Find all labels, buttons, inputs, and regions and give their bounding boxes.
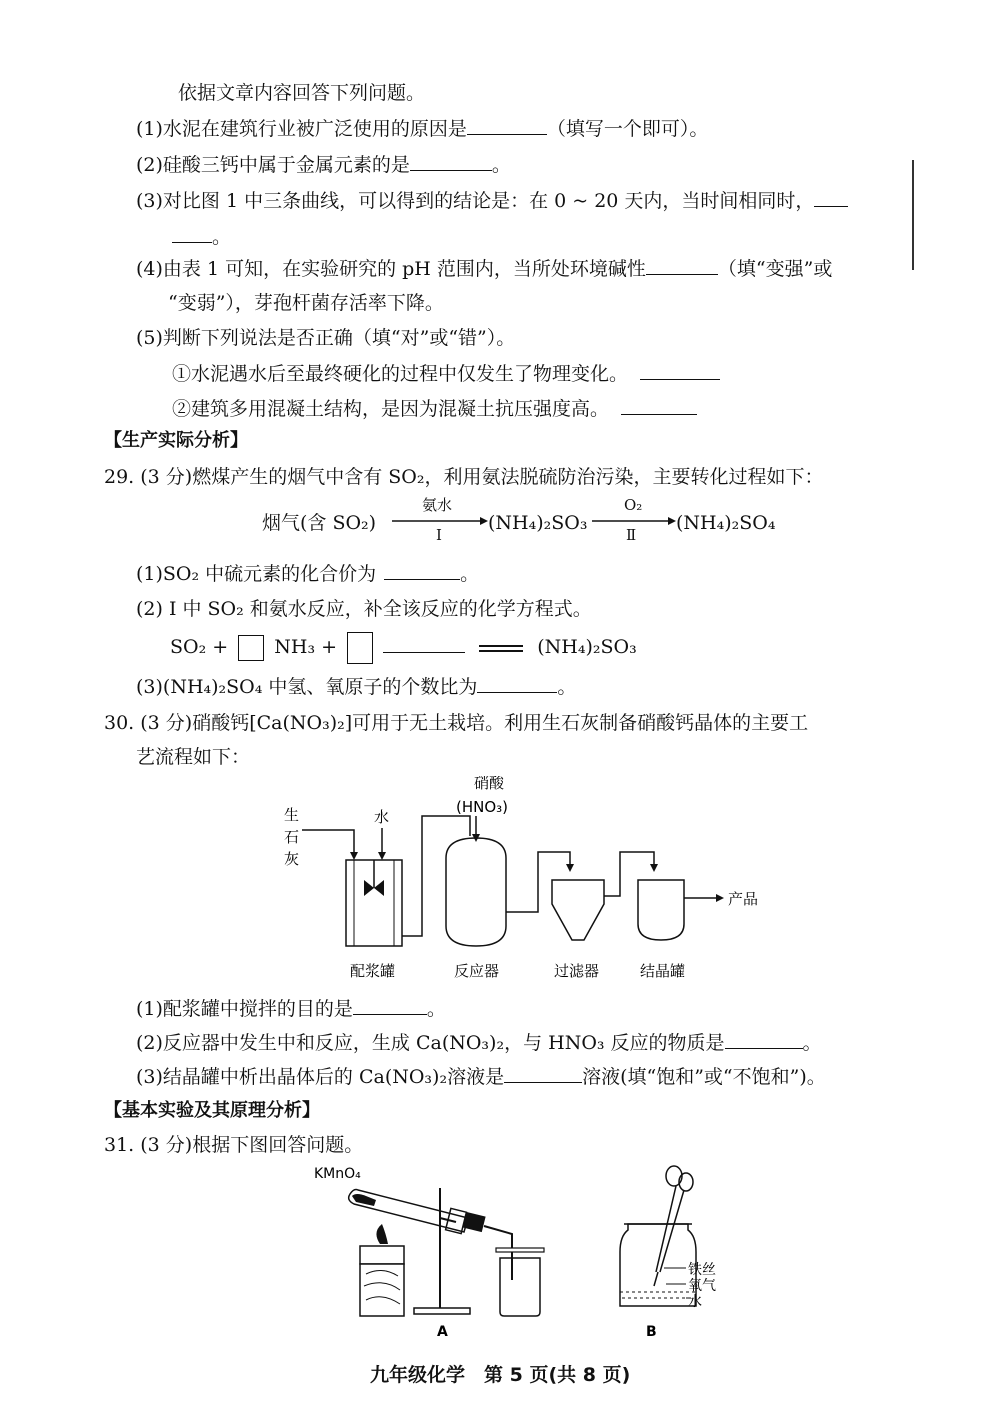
crystallizer-vessel [638, 880, 684, 940]
flow-end: (NH₄)₂SO₄ [676, 512, 776, 534]
flow-step2-label: Ⅱ [626, 526, 637, 544]
answer-blank[interactable] [725, 1030, 803, 1049]
label-lime-1: 生 [284, 806, 300, 824]
flow-step2-reagent: O₂ [624, 496, 643, 514]
reactor-vessel [446, 838, 506, 946]
answer-blank[interactable] [646, 256, 718, 275]
answer-blank[interactable] [504, 1064, 582, 1083]
q28-part1 [136, 116, 708, 142]
q30-stem-cont: 艺流程如下： [136, 746, 251, 768]
flow-step1-reagent: 氨水 [422, 496, 453, 514]
q30-part3 [136, 1064, 826, 1090]
flow-start: 烟气(含 SO₂) [262, 512, 377, 534]
flow-mid: (NH₄)₂SO₃ [488, 512, 588, 534]
label-b: B [646, 1324, 657, 1340]
q29-p1-text: (1)SO₂ 中硫元素的化合价为 [136, 563, 377, 585]
answer-blank[interactable] [384, 561, 460, 580]
label-water-b: 水 [688, 1294, 702, 1310]
equation-so2: SO₂ + [170, 636, 229, 658]
answer-blank[interactable] [814, 188, 848, 207]
process-flow-diagram [270, 776, 770, 982]
answer-blank[interactable] [353, 996, 427, 1015]
answer-blank[interactable] [467, 116, 547, 135]
q29-part1 [136, 561, 479, 587]
label-tank2: 反应器 [454, 962, 500, 980]
label-tank3: 过滤器 [554, 962, 600, 980]
label-tank1: 配浆罐 [350, 962, 396, 980]
q30-p3-text: (3)结晶罐中析出晶体后的 Ca(NO₃)₂溶液是 [136, 1066, 505, 1088]
q28-part4-cont: “变弱”），芽孢杆菌存活率下降。 [168, 292, 444, 314]
q28-part4 [136, 256, 832, 282]
q28-part5-a [172, 361, 720, 387]
q28-part5: (5)判断下列说法是否正确（填“对”或“错”）。 [136, 327, 516, 349]
q30-p2-tail: 。 [802, 1032, 822, 1054]
q31-stem: 31. (3 分)根据下图回答问题。 [104, 1134, 364, 1156]
q30-p2-text: (2)反应器中发生中和反应，生成 Ca(NO₃)₂，与 HNO₃ 反应的物质是 [136, 1032, 725, 1054]
coefficient-box[interactable] [238, 635, 264, 661]
iron-wire [654, 1272, 658, 1286]
label-kmno4: KMnO₄ [314, 1166, 361, 1182]
q30-p1-tail: 。 [426, 998, 446, 1020]
label-tank4: 结晶罐 [640, 962, 686, 980]
crucible-tongs [656, 1166, 693, 1272]
section-heading-production: 【生产实际分析】 [104, 430, 248, 451]
q28-p4-tail: （填“变强”或 [717, 258, 833, 280]
q29-part2: (2) Ⅰ 中 SO₂ 和氨水反应，补全该反应的化学方程式。 [136, 598, 592, 620]
flow-step1-label: Ⅰ [436, 526, 442, 544]
q29-flow [262, 496, 782, 548]
answer-blank[interactable] [172, 224, 212, 243]
formula-box[interactable] [347, 632, 373, 664]
equation-nh3: NH₃ + [274, 636, 338, 658]
gas-collection-bottle [496, 1248, 544, 1316]
page-footer: 九年级化学 第 5 页(共 8 页) [370, 1364, 631, 1386]
apparatus-b [600, 1162, 760, 1342]
label-oxygen: 氧气 [688, 1278, 716, 1294]
label-lime-3: 灰 [284, 850, 300, 868]
q30-part2 [136, 1030, 822, 1056]
apparatus-a [300, 1162, 560, 1342]
q30-p1-text: (1)配浆罐中搅拌的目的是 [136, 998, 353, 1020]
q29-p1-tail: 。 [460, 563, 480, 585]
q29-p3-text: (3)(NH₄)₂SO₄ 中氢、氧原子的个数比为 [136, 676, 478, 698]
label-product: 产品 [728, 890, 759, 908]
answer-blank[interactable] [383, 634, 465, 653]
equals-sign [479, 645, 523, 652]
q30-part1 [136, 996, 446, 1022]
q30-p3-tail: 溶液(填“饱和”或“不饱和”)。 [582, 1066, 826, 1088]
intro-text: 依据文章内容回答下列问题。 [178, 82, 426, 104]
equation-product: (NH₄)₂SO₃ [537, 636, 637, 658]
answer-blank[interactable] [410, 152, 492, 171]
q28-p2-tail: 。 [491, 154, 511, 176]
q30-stem: 30. (3 分)硝酸钙[Ca(NO₃)₂]可用于无土栽培。利用生石灰制备硝酸钙晶体的主要工 [104, 712, 809, 734]
q28-p1-tail: （填写一个即可）。 [546, 118, 709, 140]
answer-blank[interactable] [640, 361, 720, 380]
label-a: A [437, 1324, 448, 1340]
q29-part3 [136, 674, 576, 700]
q28-p1-text: (1)水泥在建筑行业被广泛使用的原因是 [136, 118, 467, 140]
label-iron-wire: 铁丝 [688, 1262, 716, 1278]
alcohol-lamp [360, 1224, 404, 1316]
label-hno3: (HNO₃) [456, 798, 509, 816]
label-nitric-acid: 硝酸 [474, 776, 505, 792]
mixing-tank [346, 860, 402, 946]
q28-p2-text: (2)硅酸三钙中属于金属元素的是 [136, 154, 410, 176]
q28-part2 [136, 152, 511, 178]
q28-p3-tail: 。 [212, 226, 232, 248]
q28-p4-text: (4)由表 1 可知，在实验研究的 pH 范围内，当所处环境碱性 [136, 258, 646, 280]
answer-blank[interactable] [477, 674, 557, 693]
q28-p5a-text: ①水泥遇水后至最终硬化的过程中仅发生了物理变化。 [172, 363, 629, 385]
section-heading-experiment: 【基本实验及其原理分析】 [104, 1100, 320, 1121]
q28-part3-cont [172, 224, 231, 250]
margin-line [912, 160, 914, 270]
q29-stem: 29. (3 分)燃煤产生的烟气中含有 SO₂，利用氨法脱硫防治污染，主要转化过程如下： [104, 466, 824, 488]
q29-p3-tail: 。 [557, 676, 577, 698]
label-water: 水 [374, 808, 390, 826]
filter-vessel [552, 880, 604, 940]
q29-equation [170, 632, 637, 664]
q28-part3 [136, 188, 848, 214]
q28-p3-text: (3)对比图 1 中三条曲线，可以得到的结论是：在 0 ~ 20 天内，当时间相同时， [136, 190, 815, 212]
label-lime-2: 石 [284, 828, 300, 846]
q28-part5-b [172, 396, 697, 422]
answer-blank[interactable] [621, 396, 697, 415]
q28-p5b-text: ②建筑多用混凝土结构，是因为混凝土抗压强度高。 [172, 398, 610, 420]
